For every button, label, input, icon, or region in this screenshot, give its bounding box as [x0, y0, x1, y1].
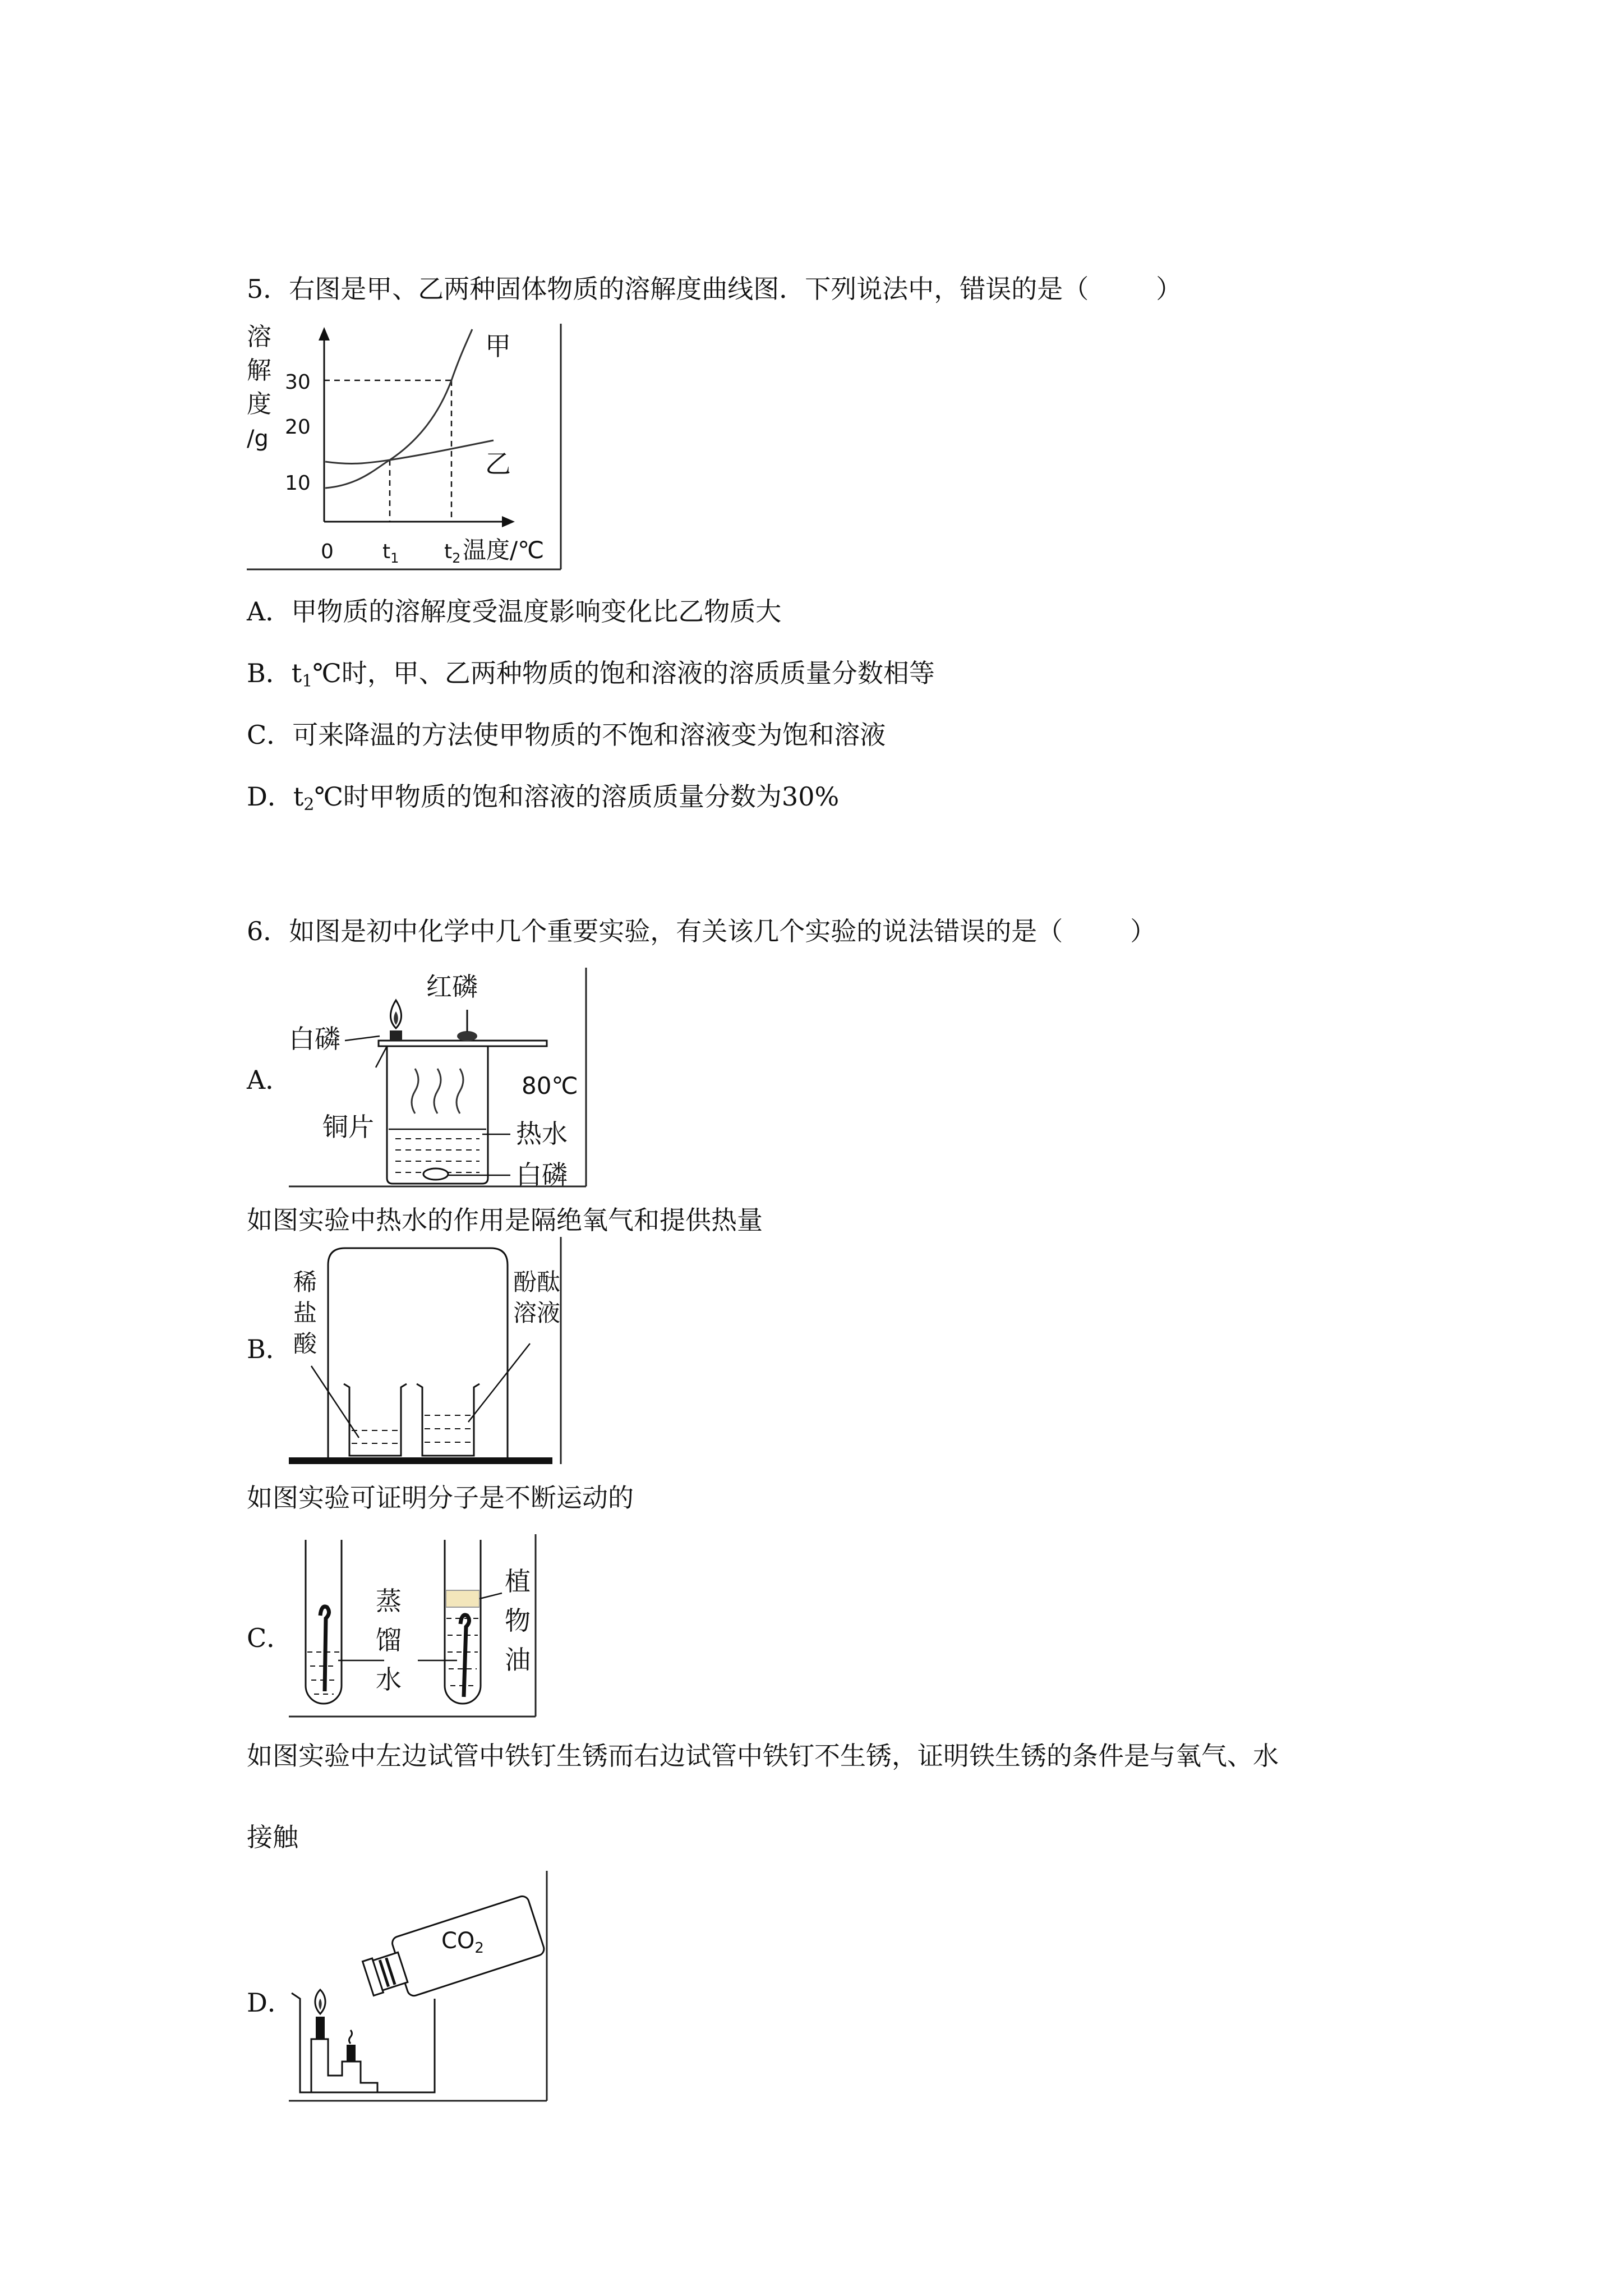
q6-stem-end: ） [1130, 916, 1156, 946]
q5-y-tick-20: 20 [285, 416, 311, 439]
q5-curve-label-yi: 乙 [485, 449, 511, 479]
q5-y-label-3: 度 [247, 390, 271, 418]
q5-y-tick-10: 10 [285, 472, 311, 495]
q6-option-a-letter: A． [247, 1065, 292, 1095]
q5-stem [247, 272, 1182, 306]
q6-option-d-letter: D． [247, 1987, 293, 2018]
q6-d-co2-figure [289, 1871, 555, 2106]
q6-option-c-text-1: 如图实验中左边试管中铁钉生锈而右边试管中铁钉不生锈，证明铁生锈的条件是与氧气、水 [247, 1741, 1279, 1771]
q6-d-label-co2: $CO_2$ [441, 1928, 484, 1957]
q6-option-b-letter: B． [247, 1334, 292, 1364]
q6-c-label-oil-3: 油 [505, 1645, 531, 1675]
q6-b-label-left-1: 稀 [293, 1268, 317, 1296]
q6-option-c-text-2: 接触 [247, 1822, 298, 1852]
q5-y-tick-30: 30 [285, 371, 311, 394]
q5-option-a: A．甲物质的溶解度受温度影响变化比乙物质大 [247, 596, 782, 627]
q5-x-tick-t2: $t_2$ [444, 540, 461, 566]
q6-c-label-water-3: 水 [376, 1664, 402, 1695]
q5-y-label-4: /g [247, 426, 269, 452]
q6-a-combustion-figure [289, 968, 592, 1192]
q6-b-diffusion-figure [289, 1237, 569, 1473]
q5-solubility-figure [247, 323, 572, 575]
q6-c-label-oil-1: 植 [505, 1566, 531, 1596]
q5-stem-text: 5．右图是甲、乙两种固体物质的溶解度曲线图．下列说法中，错误的是（ [247, 274, 1089, 304]
q5-stem-end: ） [1156, 274, 1182, 304]
q6-c-label-water-1: 蒸 [376, 1586, 402, 1616]
q6-a-label-white-p-bottom: 白磷 [516, 1159, 568, 1190]
q6-stem-text: 6．如图是初中化学中几个重要实验，有关该几个实验的说法错误的是（ [247, 916, 1063, 946]
q5-option-c: C．可来降温的方法使甲物质的不饱和溶液变为饱和溶液 [247, 720, 886, 750]
q6-b-label-right-2: 溶液 [513, 1299, 561, 1327]
q5-option-d: D．$t_2℃$时甲物质的饱和溶液的溶质质量分数为30% [247, 781, 840, 815]
q6-b-label-left-3: 酸 [293, 1330, 317, 1358]
q6-a-label-hot-water: 热水 [516, 1119, 568, 1149]
q6-a-label-white-p-top: 白磷 [289, 1024, 340, 1054]
q6-a-label-red-p: 红磷 [426, 972, 478, 1002]
q6-c-rust-figure [289, 1534, 541, 1719]
q6-a-label-copper: 铜片 [322, 1112, 374, 1142]
q6-stem [247, 914, 1156, 948]
q5-option-b: B．$t_1℃$时，甲、乙两种物质的饱和溶液的溶质质量分数相等 [247, 658, 935, 691]
q5-y-label-1: 溶 [247, 323, 271, 351]
q5-x-tick-t1: $t_1$ [382, 540, 399, 566]
q5-curve-label-jia: 甲 [485, 331, 511, 361]
q6-option-a-text: 如图实验中热水的作用是隔绝氧气和提供热量 [247, 1205, 763, 1235]
q6-a-label-temp: 80℃ [522, 1072, 578, 1099]
q6-b-label-left-2: 盐 [293, 1299, 317, 1327]
q5-x-label: 温度/℃ [463, 536, 545, 564]
q6-c-label-water-2: 馏 [376, 1625, 402, 1655]
q5-y-label-2: 解 [247, 356, 271, 385]
q6-b-label-right-1: 酚酞 [513, 1268, 561, 1296]
q5-origin: 0 [321, 540, 334, 563]
q6-c-label-oil-2: 物 [505, 1605, 531, 1636]
q6-option-c-letter: C． [247, 1623, 293, 1653]
q6-option-b-text: 如图实验可证明分子是不断运动的 [247, 1483, 634, 1513]
